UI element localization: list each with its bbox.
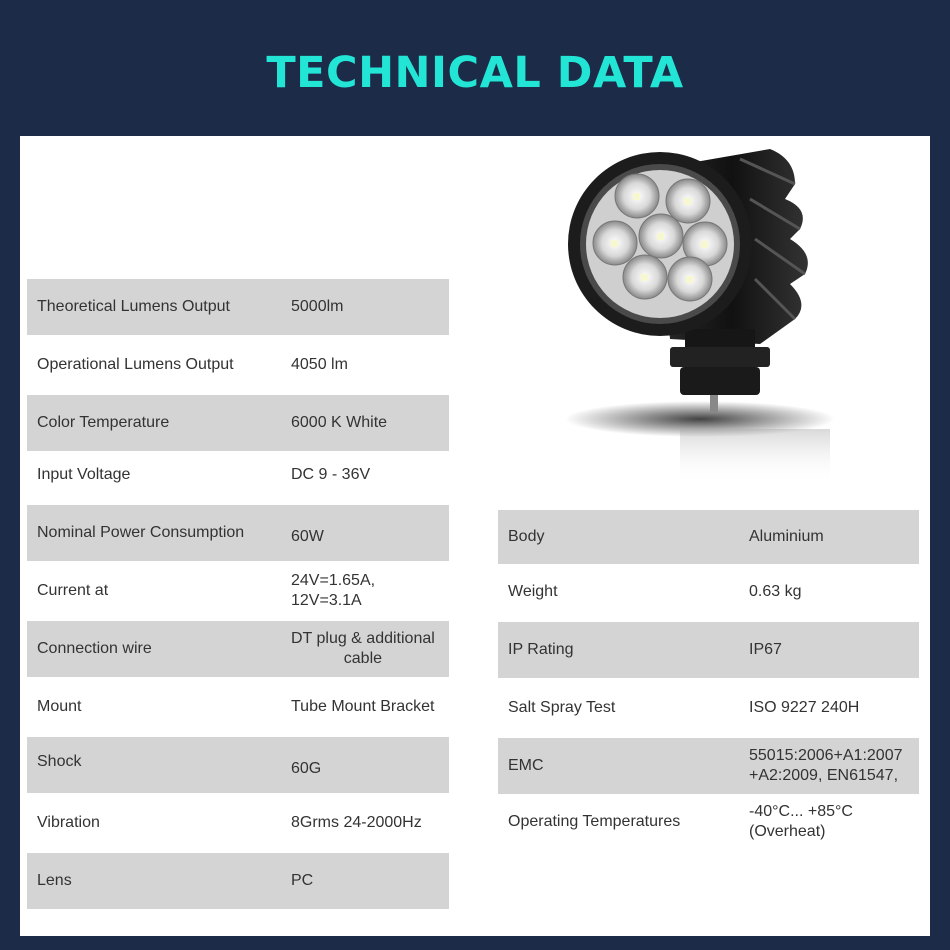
page-title: TECHNICAL DATA bbox=[266, 48, 684, 98]
spec-value-line: +A2:2009, EN61547, bbox=[749, 767, 899, 784]
spec-value-line: cable bbox=[343, 650, 383, 667]
spec-row bbox=[498, 680, 919, 736]
spec-value bbox=[749, 746, 902, 786]
spec-value-line: DT plug & additional bbox=[291, 630, 435, 647]
spec-value bbox=[291, 571, 375, 611]
spec-value: PC bbox=[291, 872, 314, 889]
spec-label: Operating Temperatures bbox=[508, 813, 681, 830]
spec-value bbox=[749, 802, 853, 842]
spec-value: 60W bbox=[291, 528, 324, 546]
spec-label: Vibration bbox=[37, 814, 100, 831]
spec-value: Tube Mount Bracket bbox=[291, 698, 435, 715]
spec-row bbox=[27, 795, 449, 851]
spec-label: Body bbox=[508, 528, 545, 545]
spec-row bbox=[27, 395, 449, 451]
spec-value: 6000 K White bbox=[291, 414, 388, 431]
spec-row bbox=[27, 563, 449, 619]
spec-value: DC 9 - 36V bbox=[291, 466, 371, 483]
spec-label: Current at bbox=[37, 582, 109, 599]
spec-row bbox=[27, 737, 449, 793]
spec-label: Theoretical Lumens Output bbox=[37, 298, 230, 315]
spec-value: 60G bbox=[291, 760, 322, 778]
spec-label: Shock bbox=[37, 753, 82, 771]
spec-value: 5000lm bbox=[291, 298, 344, 315]
spec-row bbox=[498, 738, 919, 794]
spec-value: IP67 bbox=[749, 641, 782, 658]
spec-row bbox=[27, 505, 449, 561]
spec-value-line: 12V=3.1A bbox=[291, 592, 362, 609]
spec-value: 0.63 kg bbox=[749, 583, 802, 600]
spec-label: IP Rating bbox=[508, 641, 574, 658]
spec-label: EMC bbox=[508, 757, 544, 774]
spec-row bbox=[27, 279, 449, 335]
spec-row bbox=[27, 337, 449, 393]
spec-value bbox=[291, 629, 435, 669]
spec-row bbox=[498, 564, 919, 620]
spec-label: Lens bbox=[37, 872, 72, 889]
spec-label: Weight bbox=[508, 583, 558, 600]
spec-value-line: (Overheat) bbox=[749, 823, 826, 840]
spec-label: Nominal Power Consumption bbox=[37, 524, 245, 541]
spec-row bbox=[498, 510, 919, 564]
spec-label: Salt Spray Test bbox=[508, 699, 616, 716]
spec-value: Aluminium bbox=[749, 528, 824, 545]
spec-row bbox=[498, 794, 919, 850]
spec-card bbox=[20, 136, 930, 936]
spec-value-line: -40°C... +85°C bbox=[749, 803, 853, 820]
spec-value: 8Grms 24-2000Hz bbox=[291, 814, 422, 831]
spec-value: 4050 lm bbox=[291, 356, 348, 373]
spec-row bbox=[27, 853, 449, 909]
spec-label: Operational Lumens Output bbox=[37, 356, 234, 373]
spec-label: Input Voltage bbox=[37, 466, 131, 483]
spec-row bbox=[27, 679, 449, 735]
spec-label: Connection wire bbox=[37, 640, 152, 657]
spec-value-line: 24V=1.65A, bbox=[291, 572, 376, 589]
spec-value-line: 55015:2006+A1:2007 bbox=[749, 747, 903, 764]
led-spotlight-image bbox=[560, 139, 840, 489]
spec-row bbox=[498, 622, 919, 678]
spec-label: Color Temperature bbox=[37, 414, 170, 431]
spec-value: ISO 9227 240H bbox=[749, 699, 860, 716]
spec-row bbox=[27, 447, 449, 503]
spec-label: Mount bbox=[37, 698, 82, 715]
spec-row bbox=[27, 621, 449, 677]
